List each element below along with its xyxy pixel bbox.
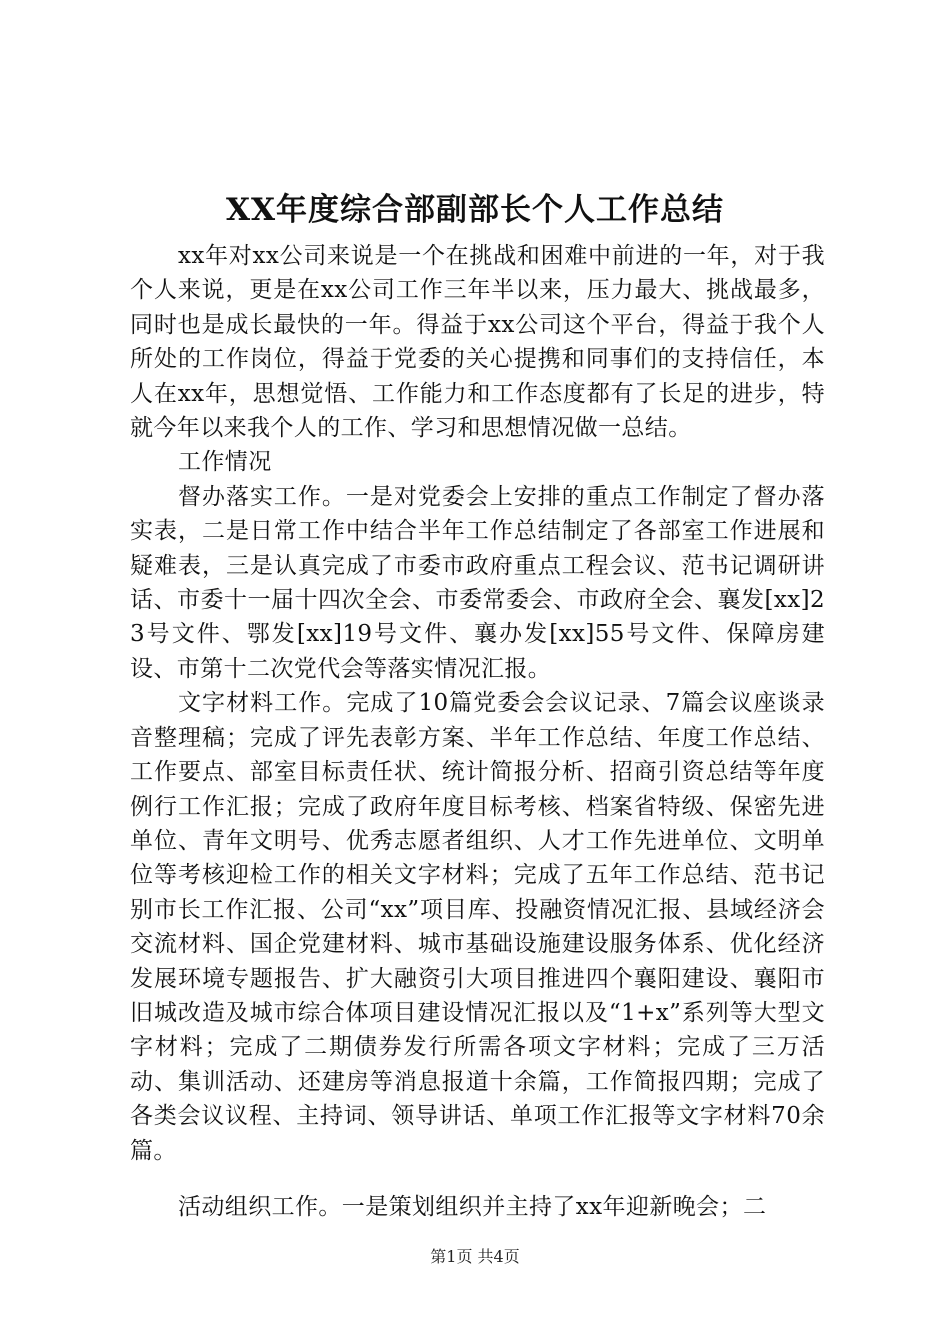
section-heading-work: 工作情况 [178, 449, 272, 476]
supervision-paragraph: 督办落实工作。一是对党委会上安排的重点工作制定了督办落实表，二是日常工作中结合半年工作总结制定了各部室工作进展和疑难表，三是认真完成了市委市政府重点工程会议、范书记调研讲话、市委十一届十四次全会、市委常委会、市政府全会、襄发[xx]23号文件、鄂发[xx]19号文件、襄办发[xx]55号文件、保障房建设、市第十二次党代会等落实情况汇报。 [130, 483, 825, 682]
document-body [130, 239, 825, 1224]
intro-paragraph: xx年对xx公司来说是一个在挑战和困难中前进的一年，对于我个人来说，更是在xx公司工作三年半以来，压力最大、挑战最多，同时也是成长最快的一年。得益于xx公司这个平台，得益于我个人所处的工作岗位，得益于党委的关心提携和同事们的支持信任，本人在xx年，思想觉悟、工作能力和工作态度都有了长足的进步，特就今年以来我个人的工作、学习和思想情况做一总结。 [130, 243, 825, 442]
document-title: XX年度综合部副部长个人工作总结 [225, 192, 725, 228]
page-footer: 第1页 共4页 [430, 1247, 520, 1266]
activity-organization-paragraph: 活动组织工作。一是策划组织并主持了xx年迎新晚会；二 [178, 1193, 767, 1220]
writing-materials-paragraph: 文字材料工作。完成了10篇党委会会议记录、7篇会议座谈录音整理稿；完成了评先表彰方案、半年工作总结、年度工作总结、工作要点、部室目标责任状、统计简报分析、招商引资总结等年度例行工作汇报；完成了政府年度目标考核、档案省特级、保密先进单位、青年文明号、优秀志愿者组织、人才工作先进单位、文明单位等考核迎检工作的相关文字材料；完成了五年工作总结、范书记别市长工作汇报、公司“xx”项目库、投融资情况汇报、县域经济会交流材料、国企党建材料、城市基础设施建设服务体系、优化经济发展环境专题报告、扩大融资引大项目推进四个襄阳建设、襄阳市旧城改造及城市综合体项目建设情况汇报以及“1+x”系列等大型文字材料；完成了二期债券发行所需各项文字材料；完成了三万活动、集训活动、还建房等消息报道十余篇，工作简报四期；完成了各类会议议程、主持词、领导讲话、单项工作汇报等文字材料70余篇。 [130, 690, 825, 1164]
